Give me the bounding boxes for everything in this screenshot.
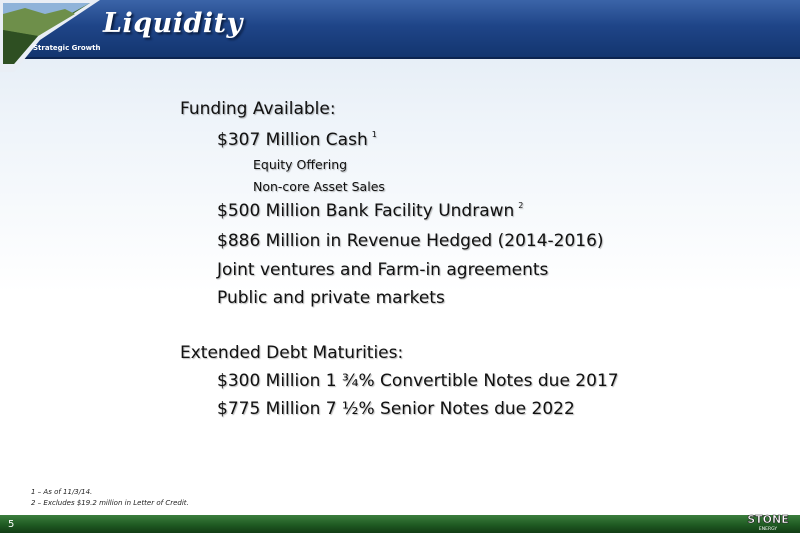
senior-notes-item: $775 Million 7 ½% Senior Notes due 2022: [217, 399, 575, 419]
footnote-ref-2: 2: [518, 201, 524, 210]
footer-band: [0, 515, 800, 533]
equity-offering-item: Equity Offering: [253, 157, 348, 172]
bank-facility-label: $500 Million Bank Facility Undrawn: [217, 201, 515, 221]
funding-heading: Funding Available:: [180, 99, 336, 119]
markets-item: Public and private markets: [217, 288, 445, 308]
convertible-notes-item: $300 Million 1 ¾% Convertible Notes due 2017: [217, 371, 619, 391]
footnote-2: 2 – Excludes $19.2 million in Letter of Credit.: [31, 499, 189, 507]
footnote-ref-1: 1: [371, 130, 377, 139]
joint-ventures-item: Joint ventures and Farm-in agreements: [217, 260, 549, 280]
cash-item: [217, 130, 377, 150]
stone-energy-logo-icon: [744, 503, 792, 533]
asset-sales-item: Non-core Asset Sales: [253, 179, 385, 194]
debt-heading: Extended Debt Maturities:: [180, 343, 404, 363]
page-title: Liquidity: [103, 8, 243, 39]
header-band: [0, 0, 800, 59]
footnote-1: 1 – As of 11/3/14.: [31, 488, 93, 496]
revenue-hedged-item: $886 Million in Revenue Hedged (2014-2016): [217, 231, 604, 251]
svg-text:STONE: STONE: [747, 513, 789, 526]
mountain-landscape-logo-icon: [0, 0, 100, 72]
tagline: Strategic Growth: [33, 44, 101, 52]
page-number: 5: [8, 519, 15, 530]
footnotes: [31, 487, 189, 509]
bank-facility-item: [217, 201, 523, 221]
cash-label: $307 Million Cash: [217, 130, 368, 150]
svg-text:ENERGY: ENERGY: [758, 527, 778, 532]
